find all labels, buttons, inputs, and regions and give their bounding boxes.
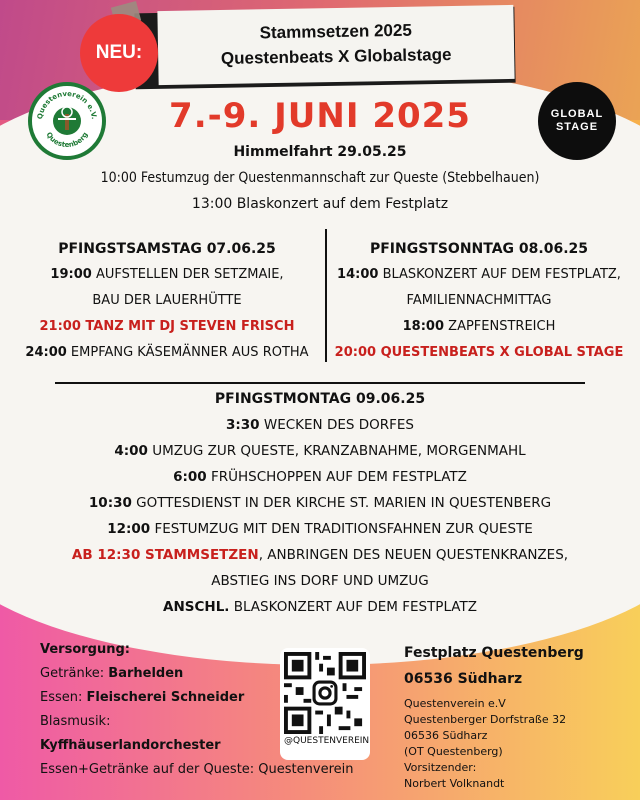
himmelfahrt-title: Himmelfahrt 29.05.25	[233, 144, 407, 160]
event-date-title: 7.-9. JUNI 2025	[169, 96, 471, 136]
schedule-row: BAU DER LAUERHÜTTE	[92, 293, 242, 308]
org-name: Questenverein e.V	[404, 697, 506, 710]
schedule-row: ANSCHL. BLASKONZERT AUF DEM FESTPLATZ	[163, 599, 477, 615]
schedule-row: 18:00 ZAPFENSTREICH	[402, 319, 556, 334]
monday-schedule	[20, 386, 620, 620]
schedule-row: 24:00 EMPFANG KÄSEMÄNNER AUS ROTHA	[25, 345, 309, 360]
supply-food: Essen: Fleischerei Schneider	[40, 690, 245, 705]
column-divider	[325, 229, 327, 362]
saturday-schedule	[16, 236, 318, 366]
header-line-1: Stammsetzen 2025	[259, 21, 412, 43]
supply-title: Versorgung:	[40, 642, 130, 657]
location-name: Festplatz Questenberg	[404, 645, 584, 661]
supply-music-value: Kyffhäuserlandorchester	[40, 738, 221, 753]
org-street: Questenberger Dorfstraße 32	[404, 713, 567, 726]
supply-music-label: Blasmusik:	[40, 714, 111, 729]
logo-text-top: Questenverein e.V.	[35, 89, 98, 120]
schedule-row: AB 12:30 STAMMSETZEN, ANBRINGEN DES NEUEN QUESTENKRANZES,	[71, 547, 569, 563]
schedule-row: 10:30 GOTTESDIENST IN DER KIRCHE ST. MARIEN IN QUESTENBERG	[88, 495, 552, 511]
schedule-row: 14:00 BLASKONZERT AUF DEM FESTPLATZ,	[337, 267, 621, 282]
location-postcode: 06536 Südharz	[404, 671, 523, 687]
supply-queste: Essen+Getränke auf der Queste: Questenverein	[40, 762, 354, 777]
saturday-title: PFINGSTSAMSTAG 07.06.25	[58, 241, 276, 257]
section-divider	[55, 382, 585, 384]
supply-drinks: Getränke: Barhelden	[40, 666, 184, 681]
org-district: (OT Questenberg)	[404, 745, 503, 758]
schedule-row: FAMILIENNACHMITTAG	[406, 293, 552, 308]
address-section	[404, 640, 624, 792]
schedule-row: 6:00 FRÜHSCHOPPEN AUF DEM FESTPLATZ	[173, 469, 467, 485]
global-logo-line-1: GLOBAL	[550, 107, 604, 120]
qr-label: @QUESTENVEREIN	[284, 736, 370, 746]
schedule-row-highlight: 20:00 QUESTENBEATS X GLOBAL STAGE	[334, 345, 624, 360]
himmelfahrt-item: 10:00 Festumzug der Questenmannschaft zur Queste (Stebbelhauen)	[100, 170, 540, 186]
schedule-row: 4:00 UMZUG ZUR QUESTE, KRANZABNAHME, MORGENMAHL	[114, 443, 526, 459]
org-city: 06536 Südharz	[404, 729, 488, 742]
header-title-box	[157, 5, 514, 85]
himmelfahrt-item: 13:00 Blaskonzert auf dem Festplatz	[191, 196, 449, 212]
header-line-2: Questenbeats X Globalstage	[220, 44, 452, 69]
schedule-row: 12:00 FESTUMZUG MIT DEN TRADITIONSFAHNEN ZUR QUESTE	[107, 521, 533, 537]
qr-code-icon	[284, 652, 366, 734]
chair-label: Vorsitzender:	[404, 761, 477, 774]
new-badge: NEU:	[80, 14, 158, 92]
sunday-schedule	[330, 236, 628, 366]
global-logo-line-2: STAGE	[555, 121, 599, 133]
chair-name: Norbert Volknandt	[404, 777, 505, 790]
schedule-row-highlight: 21:00 TANZ MIT DJ STEVEN FRISCH	[39, 319, 295, 334]
instagram-qr-code[interactable]	[280, 648, 370, 760]
monday-title: PFINGSTMONTAG 09.06.25	[214, 391, 426, 407]
schedule-row: ABSTIEG INS DORF UND UMZUG	[211, 573, 429, 589]
schedule-row: 3:30 WECKEN DES DORFES	[225, 417, 414, 433]
logo-text-bottom: Questenberg	[44, 130, 90, 149]
schedule-row: 19:00 AUFSTELLEN DER SETZMAIE,	[50, 267, 284, 282]
sunday-title: PFINGSTSONNTAG 08.06.25	[369, 241, 589, 257]
